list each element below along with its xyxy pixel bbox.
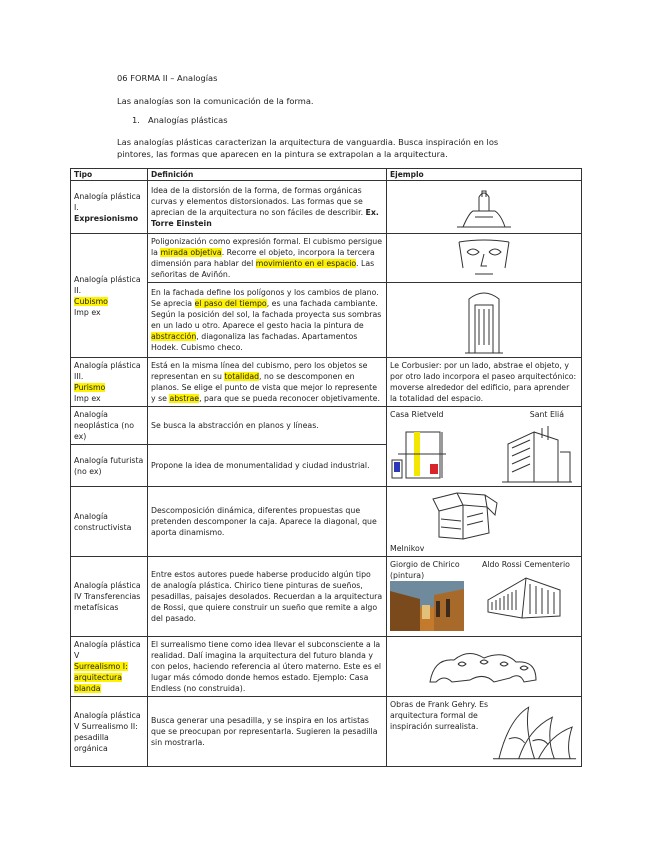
- endless-house-sketch: [424, 642, 544, 692]
- type-highlight: Cubismo: [74, 296, 108, 306]
- gehry-sketch: [489, 699, 578, 761]
- type-highlight: Purismo: [74, 383, 106, 392]
- definition-text: Está en la misma línea del cubismo, pero los objetos se representan en su: [151, 361, 368, 381]
- definition-text: . Las señoritas de Aviñón.: [151, 259, 375, 279]
- definition-cell: [148, 234, 387, 283]
- intro-text: Las analogías son la comunicación de la forma.: [117, 96, 314, 106]
- page-title: 06 FORMA II – Analogías: [117, 73, 218, 83]
- type-label: Analogía plástica III.: [74, 361, 141, 381]
- section-title: Analogías plásticas: [148, 115, 228, 125]
- example-label: Obras de Frank Gehry. Es arquitectura formal de inspiración surrealista.: [390, 700, 489, 731]
- header-example: Ejemplo: [387, 169, 582, 181]
- definition-highlight: mirada objetiva: [160, 248, 222, 257]
- definition-highlight: abstrae: [169, 394, 200, 403]
- type-cell: Analogía plástica V Surrealismo II: pesadilla orgánica: [71, 697, 148, 767]
- definition-text: , para que se pueda reconocer objetivamente.: [199, 394, 380, 403]
- table-row: [71, 557, 582, 637]
- example-cell: [387, 234, 582, 283]
- type-label: Analogía plástica V: [74, 640, 141, 660]
- definition-cell: [148, 181, 387, 234]
- example-cell: [387, 181, 582, 234]
- definition-extra: Ex. Torre Einstein: [151, 208, 379, 228]
- example-label: Melnikov: [390, 544, 425, 553]
- definition-cell: Entre estos autores puede haberse producido algún tipo de analogía plástica. Chirico tiene pinturas de sueños, pesadillas, paisajes desolados. Recuerdan a la arquitectura de Rossi, que quiere construir un sueño que remite a algo del pasado.: [148, 557, 387, 637]
- table-row: [71, 234, 582, 283]
- table-row: [71, 407, 582, 445]
- type-cell: [71, 234, 148, 358]
- table-header-row: [71, 169, 582, 181]
- table-row: [71, 697, 582, 767]
- type-cell: [71, 358, 148, 407]
- table-row: [71, 283, 582, 358]
- hodek-apartments-sketch: [459, 285, 509, 355]
- table-row: [71, 637, 582, 697]
- cubist-face-sketch: [439, 238, 529, 278]
- example-cell: [387, 283, 582, 358]
- type-highlight: Surrealismo I: arquitectura blanda: [74, 662, 128, 693]
- table-row: [71, 487, 582, 557]
- definition-highlight: el paso del tiempo: [194, 299, 267, 308]
- definition-highlight: movimiento en el espacio: [255, 259, 357, 268]
- definition-cell: [148, 283, 387, 358]
- definition-text: Idea de la distorsión de la forma, de formas orgánicas curvas y elementos distorsionados. Las formas que se aprecian de la arquitectura no son fáciles de describir.: [151, 186, 364, 217]
- definition-cell: El surrealismo tiene como idea llevar el subconsciente a la realidad. Dalí imagina la arquitectura del futuro blanda y con pelos, haciendo referencia al útero materno. Este es el lugar más cómodo donde hemos estado. Ejemplo: Casa Endless (no construida).: [148, 637, 387, 697]
- header-definition: Definición: [148, 169, 387, 181]
- definition-cell: [148, 358, 387, 407]
- example-label: Aldo Rossi Cementerio: [482, 560, 570, 569]
- type-label: Analogía plástica I.: [74, 191, 141, 212]
- table-row: [71, 181, 582, 234]
- section-heading: [132, 114, 228, 126]
- einstein-tower-sketch: [449, 183, 519, 231]
- definition-text: . Recorre el objeto, incorpora la tercera dimensión para hablar del: [151, 248, 375, 268]
- example-cell: [387, 407, 582, 487]
- sant-elia-sketch: [498, 422, 578, 484]
- type-note: Imp ex: [74, 394, 101, 403]
- type-note: Imp ex: [74, 307, 101, 317]
- definition-highlight: totalidad: [224, 372, 260, 381]
- example-label: Casa Rietveld: [390, 410, 444, 419]
- table-row: [71, 358, 582, 407]
- chirico-painting: [390, 581, 464, 631]
- analogies-table: [70, 168, 582, 767]
- type-sublabel: Expresionismo: [74, 213, 139, 223]
- type-cell: Analogía constructivista: [71, 487, 148, 557]
- definition-cell: Propone la idea de monumentalidad y ciudad industrial.: [148, 445, 387, 487]
- definition-text: Poligonización como expresión formal. El cubismo persigue la: [151, 237, 383, 257]
- definition-cell: Descomposición dinámica, diferentes propuestas que pretenden descomponer la caja. Aparece la diagonal, que aporta dinamismo.: [148, 487, 387, 557]
- example-cell: Le Corbusier: por un lado, abstrae el objeto, y por otro lado incorpora el paseo arquitectónico: moverse alrededor del edificio, para aprender la totalidad del espacio.: [387, 358, 582, 407]
- section-number: 1.: [132, 115, 140, 125]
- definition-text: , diagonaliza las fachadas. Apartamentos Hodek. Cubismo checo.: [151, 332, 358, 352]
- type-cell: Analogía plástica IV Transferencias metafísicas: [71, 557, 148, 637]
- definition-text: , es una fachada cambiante. Según la posición del sol, la fachada proyecta sus sombras en un lado u otro. Aparece el gesto hacia la pintura de: [151, 299, 382, 330]
- type-cell: [71, 181, 148, 234]
- rossi-cemetery-sketch: [482, 570, 566, 620]
- definition-highlight: abstracción: [151, 332, 197, 341]
- melnikov-sketch: [427, 489, 507, 545]
- example-label: Giorgio de Chirico (pintura): [390, 560, 460, 580]
- type-cell: Analogía futurista (no ex): [71, 445, 148, 487]
- example-cell: [387, 557, 582, 637]
- definition-text: En la fachada define los polígonos y los cambios de plano. Se aprecia: [151, 288, 379, 308]
- example-label: Sant Eliá: [529, 410, 564, 419]
- type-label: Analogía plástica II.: [74, 274, 141, 295]
- type-cell: Analogía neoplástica (no ex): [71, 407, 148, 445]
- intro-paragraph: Las analogías plásticas caracterizan la arquitectura de vanguardia. Busca inspiración en los pintores, las formas que aparecen en la pintura se extrapolan a la arquitectura.: [117, 137, 499, 159]
- type-cell: [71, 637, 148, 697]
- definition-text: , no se descomponen en planos. Se elige el punto de vista que mejor lo represente y se: [151, 372, 378, 403]
- example-cell: [387, 487, 582, 557]
- rietveld-house-sketch: [390, 422, 460, 482]
- definition-cell: Se busca la abstracción en planos y líneas.: [148, 407, 387, 445]
- example-cell: [387, 697, 582, 767]
- header-type: Tipo: [71, 169, 148, 181]
- example-cell: [387, 637, 582, 697]
- definition-cell: Busca generar una pesadilla, y se inspira en los artistas que se preocupan por representarla. Sugieren la pesadilla sin mostrarla.: [148, 697, 387, 767]
